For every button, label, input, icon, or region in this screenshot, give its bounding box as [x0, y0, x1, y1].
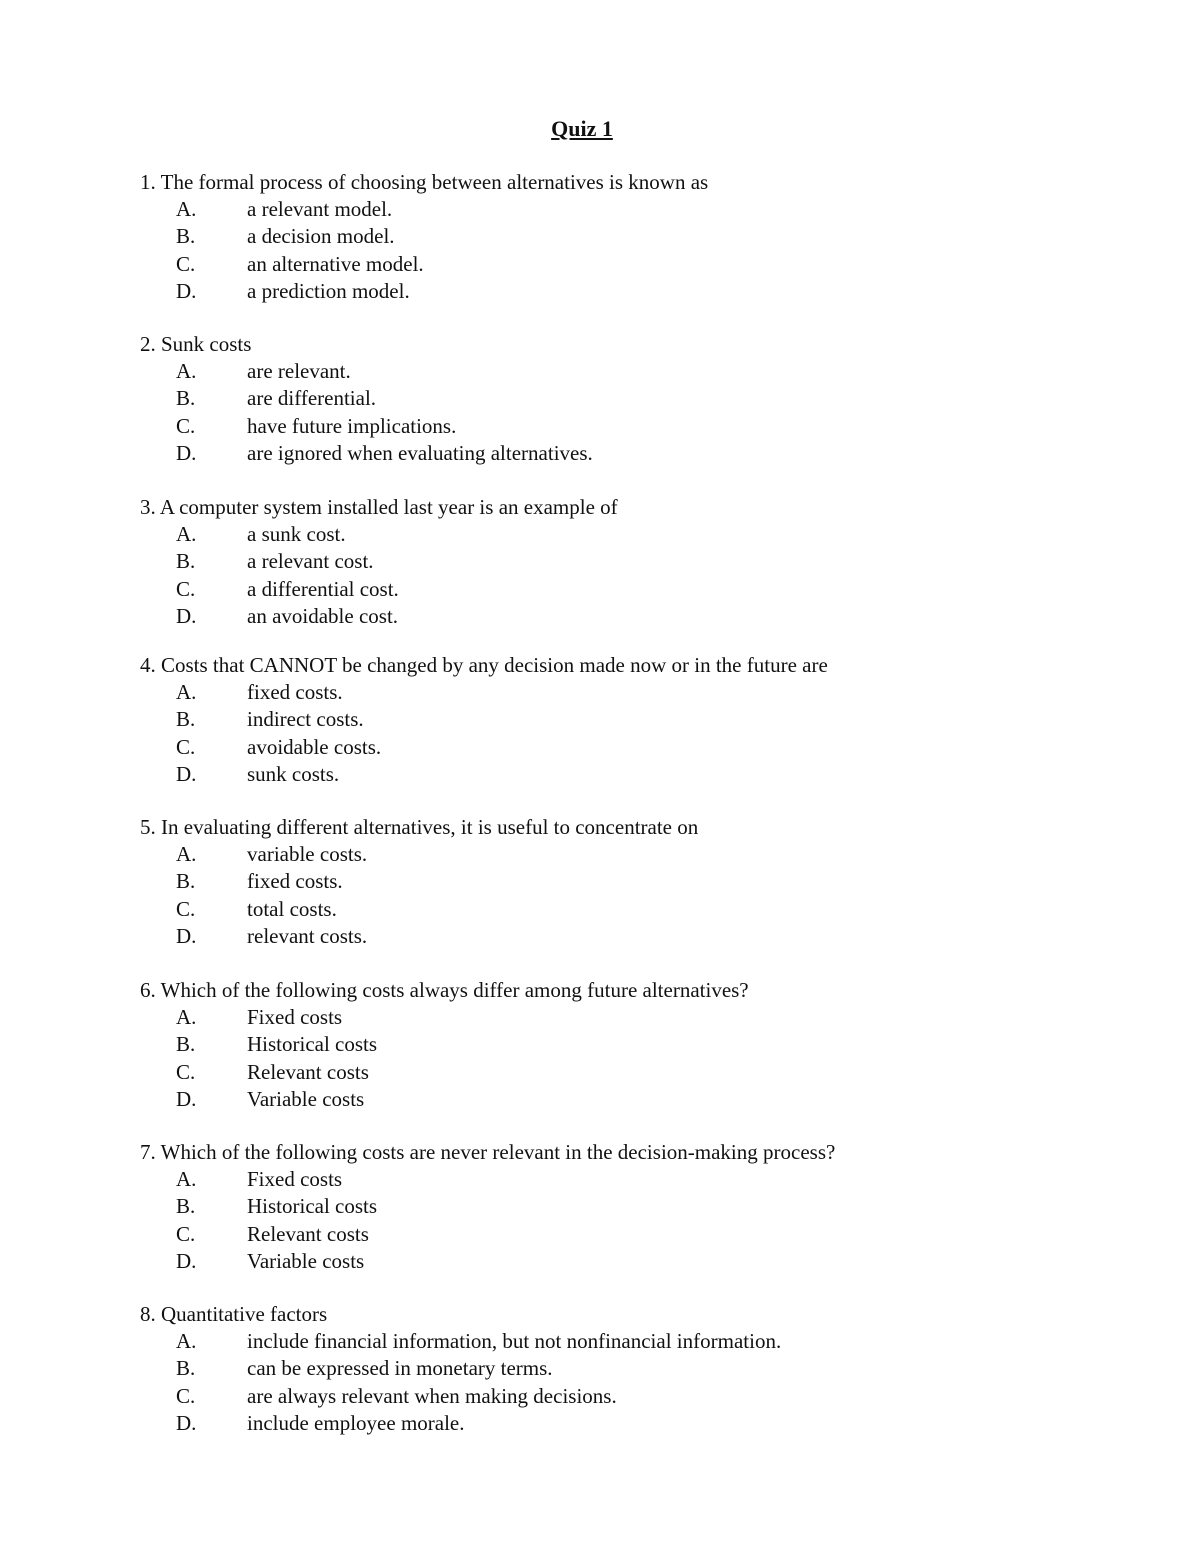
- option-letter: D.: [176, 603, 197, 628]
- option-d: [140, 440, 1100, 467]
- option-letter: C.: [176, 1221, 196, 1246]
- option-text: a decision model.: [247, 224, 395, 249]
- option-letter: D.: [176, 1086, 197, 1111]
- option-letter: A.: [176, 359, 197, 383]
- option-a: [140, 679, 1100, 706]
- option-text: include financial information, but not nonfinancial information.: [247, 1329, 782, 1353]
- option-text: a relevant cost.: [247, 549, 374, 574]
- question-stem: 7. Which of the following costs are never relevant in the decision-making process?: [140, 1140, 836, 1164]
- option-letter: D.: [176, 278, 197, 303]
- option-letter: D.: [176, 440, 197, 465]
- option-letter: D.: [176, 761, 197, 786]
- option-c: [140, 734, 1100, 761]
- option-letter: C.: [176, 413, 196, 438]
- option-text: Historical costs: [247, 1194, 378, 1219]
- option-letter: D.: [176, 1248, 197, 1273]
- option-letter: C.: [176, 734, 196, 759]
- option-letter: A.: [176, 522, 197, 546]
- option-text: have future implications.: [247, 413, 457, 438]
- option-text: can be expressed in monetary terms.: [247, 1356, 553, 1381]
- page-title: Quiz 1: [551, 116, 613, 141]
- option-text: are relevant.: [247, 359, 351, 383]
- option-letter: C.: [176, 1383, 196, 1408]
- question-stem: 6. Which of the following costs always differ among future alternatives?: [140, 978, 749, 1002]
- option-letter: B.: [176, 1032, 196, 1057]
- option-b: [140, 1031, 1100, 1058]
- option-text: indirect costs.: [247, 707, 364, 732]
- question-3: [140, 494, 1100, 630]
- option-text: sunk costs.: [247, 761, 340, 786]
- question-7: [140, 1139, 1100, 1275]
- option-text: an avoidable cost.: [247, 603, 399, 628]
- option-d: [140, 923, 1100, 950]
- option-letter: B.: [176, 1356, 196, 1381]
- option-d: [140, 1248, 1100, 1275]
- question-4: [140, 652, 1100, 788]
- option-text: a relevant model.: [247, 197, 393, 221]
- option-text: Relevant costs: [247, 1059, 369, 1084]
- option-letter: C.: [176, 576, 196, 601]
- option-d: [140, 278, 1100, 305]
- option-c: [140, 251, 1100, 278]
- option-letter: B.: [176, 549, 196, 574]
- option-letter: A.: [176, 842, 197, 866]
- question-5: [140, 814, 1100, 950]
- question-stem: 8. Quantitative factors: [140, 1302, 328, 1326]
- option-text: include employee morale.: [247, 1410, 465, 1435]
- option-text: relevant costs.: [247, 923, 368, 948]
- option-letter: B.: [176, 386, 196, 411]
- option-a: [140, 1004, 1100, 1031]
- option-text: Relevant costs: [247, 1221, 369, 1246]
- option-a: [140, 841, 1100, 868]
- option-text: an alternative model.: [247, 251, 424, 276]
- option-b: [140, 1193, 1100, 1220]
- option-b: [140, 548, 1100, 575]
- option-text: a sunk cost.: [247, 522, 346, 546]
- option-a: [140, 1328, 1100, 1355]
- option-text: are differential.: [247, 386, 377, 411]
- option-letter: C.: [176, 896, 196, 921]
- question-8: [140, 1301, 1100, 1437]
- option-b: [140, 868, 1100, 895]
- option-text: fixed costs.: [247, 680, 343, 704]
- question-2: [140, 331, 1100, 467]
- question-stem: 4. Costs that CANNOT be changed by any decision made now or in the future are: [140, 653, 828, 677]
- option-letter: B.: [176, 1194, 196, 1219]
- option-letter: C.: [176, 1059, 196, 1084]
- option-letter: B.: [176, 869, 196, 894]
- option-letter: C.: [176, 251, 196, 276]
- option-text: are ignored when evaluating alternatives.: [247, 440, 593, 465]
- option-a: [140, 1166, 1100, 1193]
- option-letter: B.: [176, 707, 196, 732]
- option-letter: D.: [176, 1410, 197, 1435]
- option-text: a differential cost.: [247, 576, 399, 601]
- option-c: [140, 1383, 1100, 1410]
- option-c: [140, 1221, 1100, 1248]
- option-b: [140, 706, 1100, 733]
- option-text: total costs.: [247, 896, 337, 921]
- option-text: Variable costs: [247, 1248, 365, 1273]
- option-b: [140, 223, 1100, 250]
- option-text: Historical costs: [247, 1032, 378, 1057]
- option-a: [140, 196, 1100, 223]
- option-c: [140, 576, 1100, 603]
- option-c: [140, 1059, 1100, 1086]
- option-text: are always relevant when making decisions.: [247, 1383, 617, 1408]
- question-1: [140, 169, 1100, 305]
- option-text: Variable costs: [247, 1086, 365, 1111]
- question-stem: 5. In evaluating different alternatives, it is useful to concentrate on: [140, 815, 699, 839]
- option-letter: A.: [176, 1005, 197, 1029]
- option-a: [140, 358, 1100, 385]
- option-text: a prediction model.: [247, 278, 410, 303]
- question-stem: 2. Sunk costs: [140, 332, 252, 356]
- option-c: [140, 896, 1100, 923]
- option-a: [140, 521, 1100, 548]
- option-letter: A.: [176, 1167, 197, 1191]
- option-b: [140, 385, 1100, 412]
- option-letter: B.: [176, 224, 196, 249]
- option-text: avoidable costs.: [247, 734, 382, 759]
- option-d: [140, 603, 1100, 630]
- option-text: fixed costs.: [247, 869, 343, 894]
- option-text: Fixed costs: [247, 1005, 343, 1029]
- option-letter: A.: [176, 1329, 197, 1353]
- option-b: [140, 1355, 1100, 1382]
- option-d: [140, 1086, 1100, 1113]
- option-d: [140, 761, 1100, 788]
- option-d: [140, 1410, 1100, 1437]
- question-6: [140, 977, 1100, 1113]
- option-letter: A.: [176, 680, 197, 704]
- option-c: [140, 413, 1100, 440]
- option-letter: A.: [176, 197, 197, 221]
- question-stem: 1. The formal process of choosing between alternatives is known as: [140, 170, 709, 194]
- question-stem: 3. A computer system installed last year is an example of: [140, 495, 618, 519]
- option-text: Fixed costs: [247, 1167, 343, 1191]
- option-text: variable costs.: [247, 842, 368, 866]
- option-letter: D.: [176, 923, 197, 948]
